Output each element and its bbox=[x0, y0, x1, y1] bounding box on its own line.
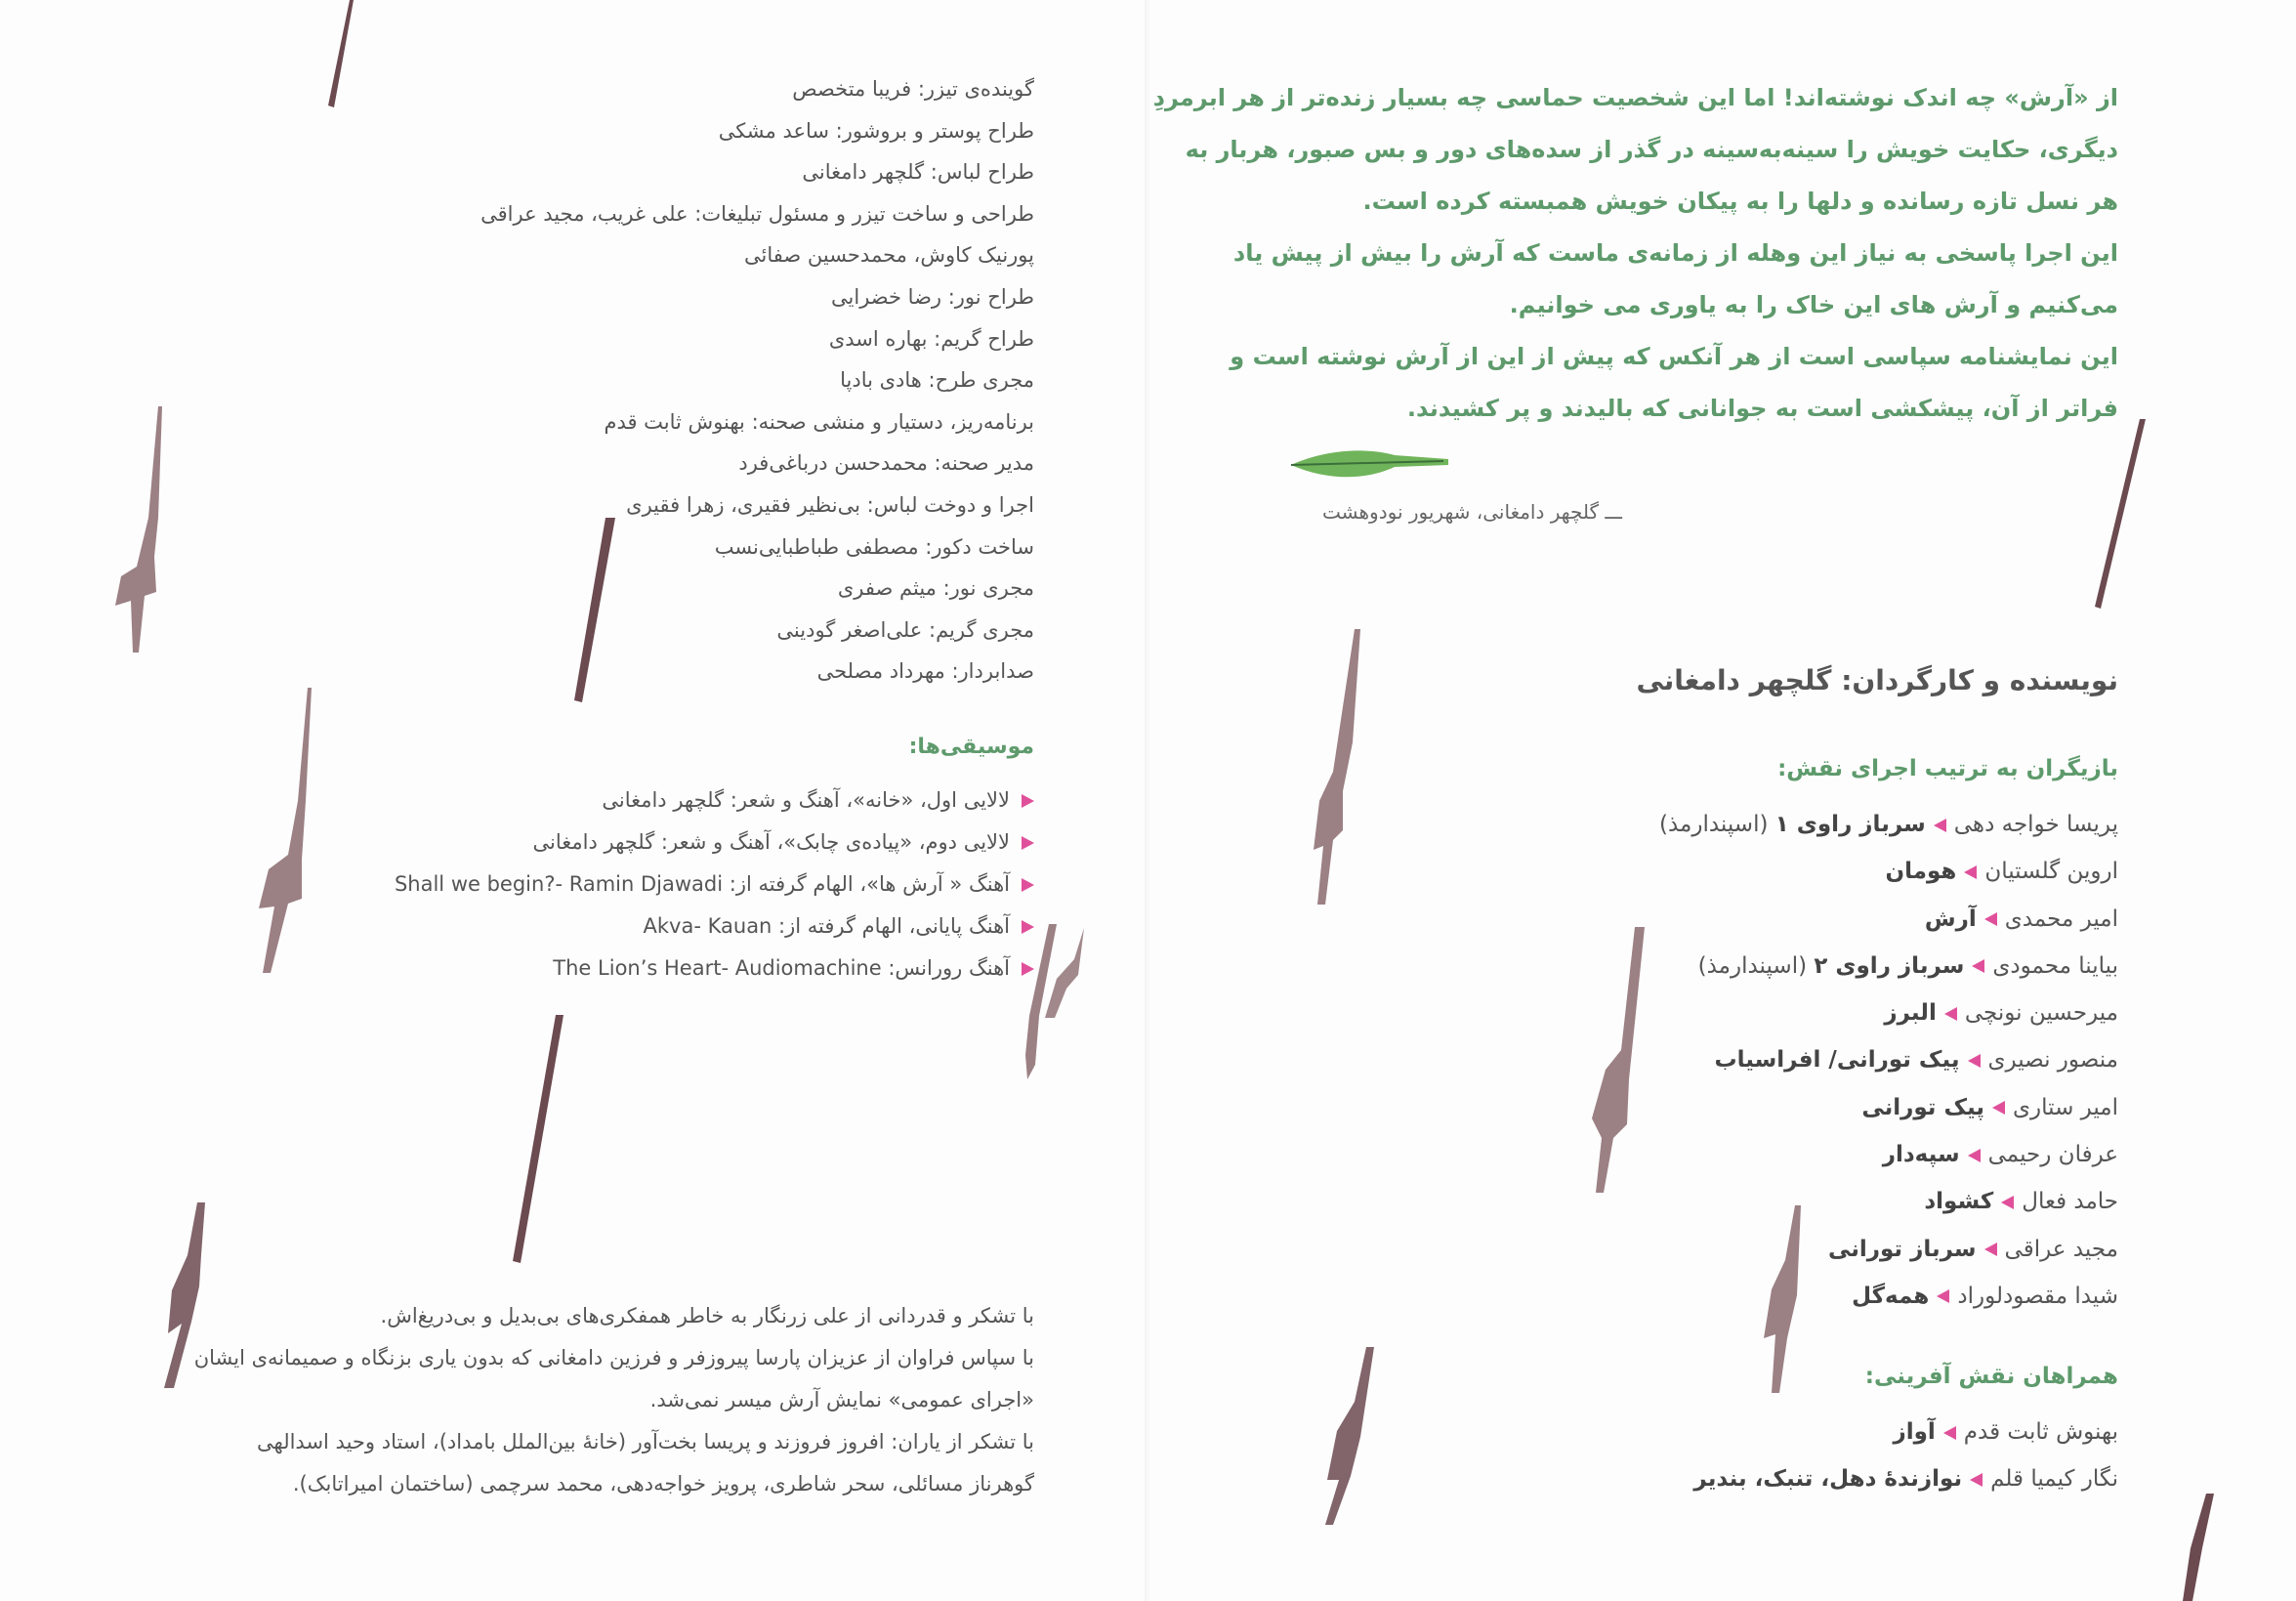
page-gutter bbox=[1145, 0, 1150, 1601]
arrow-bullet-icon bbox=[1022, 794, 1034, 808]
intro-line: این نمایشنامه سپاسی است از هر آنکس که پیش از این از آرش نوشته است و bbox=[1230, 343, 2118, 370]
arrow-bullet-icon bbox=[1022, 836, 1034, 850]
credit-line: طراح نور: رضا خضرایی bbox=[831, 284, 1034, 309]
cast-list bbox=[1659, 801, 2118, 1320]
director-credit: نویسنده و کارگردان: گلچهر دامغانی bbox=[1636, 664, 2118, 696]
arrow-bullet-icon bbox=[1022, 878, 1034, 892]
arrow-bullet-icon bbox=[1968, 1054, 1981, 1068]
credit-line: گوینده‌ی تیزر: فریبا متخصص bbox=[792, 77, 1034, 101]
credit-line: پورنیک کاوش، محمدحسین صفائی bbox=[744, 243, 1034, 268]
arrow-bullet-icon bbox=[1944, 1007, 1957, 1021]
acknowledgements bbox=[194, 1295, 1034, 1505]
spear-icon bbox=[88, 400, 176, 654]
arrow-bullet-icon bbox=[1968, 1149, 1981, 1162]
cast-row: امیر محمدیآرش bbox=[1924, 906, 2118, 932]
thanks-line: با سپاس فراوان از عزیزان پارسا پیروزفر و فرزین دامغانی که بدون یاری بزنگاه و صمیمانه‌ی ایشان bbox=[193, 1346, 1034, 1369]
spear-icon bbox=[1294, 625, 1362, 908]
credit-line: ساخت دکور: مصطفی طباطبایی‌نسب bbox=[714, 534, 1034, 559]
music-item: آهنگ رورانس: The Lion’s Heart- Audiomachine bbox=[395, 948, 1034, 990]
arrow-bullet-icon bbox=[1937, 1289, 1949, 1303]
companion-row: بهنوش ثابت قدمآواز bbox=[1893, 1419, 2118, 1445]
companions-heading: همراهان نقش آفرینی: bbox=[1864, 1364, 2118, 1389]
credit-line: مجری طرح: هادی بادپا bbox=[840, 368, 1034, 393]
spear-icon bbox=[2085, 415, 2153, 611]
music-item: آهنگ « آرش ها»، الهام گرفته از: Shall we begin?- Ramin Djawadi bbox=[395, 864, 1034, 906]
thanks-line: با تشکر و قدردانی از علی زرنگار به خاطر همفکری‌های بی‌بدیل و بی‌دریغ‌اش. bbox=[380, 1304, 1034, 1327]
credit-line: مدیر صحنه: محمدحسن درباغی‌فرد bbox=[738, 451, 1034, 476]
credit-line: اجرا و دوخت لباس: بی‌نظیر فقیری، زهرا فقیری bbox=[626, 492, 1034, 517]
author-signature: ـــ گلچهر دامغانی، شهریور نودوهشت bbox=[1322, 500, 1622, 524]
music-heading: موسیقی‌ها: bbox=[908, 735, 1034, 759]
thanks-line: «اجرای عمومی» نمایش آرش میسر نمی‌شد. bbox=[649, 1388, 1034, 1411]
music-item: لالایی دوم، «پیاده‌ی چابک»، آهنگ و شعر: گلچهر دامغانی bbox=[395, 822, 1034, 864]
cast-heading: بازیگران به ترتیب اجرای نقش: bbox=[1777, 756, 2118, 781]
arrow-bullet-icon bbox=[1972, 959, 1984, 973]
cast-row: حامد فعالکشواد bbox=[1924, 1189, 2118, 1215]
cast-row: عرفان رحیمیسپه‌دار bbox=[1882, 1142, 2118, 1168]
arrow-bullet-icon bbox=[1964, 865, 1977, 879]
spear-icon bbox=[1563, 923, 1650, 1197]
companion-row: نگار کیمیا قلمنوازندهٔ دهل، تنبک، بندیر bbox=[1693, 1466, 2118, 1492]
production-credits bbox=[480, 68, 1034, 693]
cast-row: منصور نصیریپیک تورانی/ افراسیاب bbox=[1714, 1047, 2118, 1074]
arrow-bullet-icon bbox=[1970, 1473, 1983, 1487]
intro-line: فراتر از آن، پیشکشی است به جوانانی که بالیدند و پر کشیدند. bbox=[1406, 395, 2118, 422]
arrow-bullet-icon bbox=[2001, 1196, 2014, 1209]
thanks-line: با تشکر از یاران: افروز فروزند و پریسا بخت‌آور (خانهٔ بین‌الملل بامداد)، استاد وحید اسدالهی bbox=[257, 1430, 1034, 1454]
intro-line: این اجرا پاسخی به نیاز این وهله از زمانه‌ی ماست که آرش را بیش از پیش یاد bbox=[1232, 239, 2118, 267]
leaf-arrowhead-icon bbox=[1287, 442, 1453, 490]
cast-row: اروین گلستیانهومان bbox=[1885, 859, 2118, 885]
spear-icon bbox=[311, 0, 369, 117]
intro-line: دیگری، حکایت خویش را سینه‌به‌سینه در گذر از سده‌های دور و بس صبور، هربار به bbox=[1185, 136, 2118, 163]
cast-row: امیر ستاریپیک تورانی bbox=[1861, 1094, 2118, 1120]
music-item: آهنگ پایانی، الهام گرفته از: Akva- Kauan bbox=[395, 906, 1034, 948]
cast-row: میرحسین نونچیالبرز bbox=[1884, 1000, 2118, 1027]
credit-line: طراح گریم: بهاره اسدی bbox=[828, 326, 1034, 351]
intro-line: هر نسل تازه رسانده و دلها را به پیکان خویش همبسته کرده است. bbox=[1362, 188, 2118, 215]
spear-icon bbox=[2163, 1490, 2222, 1601]
companions-list bbox=[1693, 1409, 2118, 1502]
credit-line: طراح لباس: گلچهر دامغانی bbox=[802, 160, 1034, 185]
arrow-bullet-icon bbox=[1984, 1243, 1997, 1256]
arrow-bullet-icon bbox=[1992, 1101, 2005, 1115]
credit-line: صدابردار: مهرداد مصلحی bbox=[816, 659, 1034, 684]
cast-row: بیاینا محمودیسرباز راوی ۲ (اسپندارمذ) bbox=[1697, 952, 2118, 979]
arrow-bullet-icon bbox=[1934, 819, 1946, 832]
arrow-bullet-icon bbox=[1984, 912, 1997, 926]
credit-line: برنامه‌ریز، دستیار و منشی صحنه: بهنوش ثابت قدم bbox=[604, 409, 1034, 434]
cast-row: مجید عراقیسرباز تورانی bbox=[1827, 1236, 2118, 1262]
credit-line: مجری نور: میثم صفری bbox=[837, 576, 1034, 601]
credit-line: طراحی و ساخت تیزر و مسئول تبلیغات: علی غریب، مجید عراقی bbox=[480, 201, 1034, 226]
arrow-bullet-icon bbox=[1022, 962, 1034, 976]
credit-line: مجری گریم: علی‌اصغر گودینی bbox=[776, 617, 1034, 642]
spear-icon bbox=[503, 1011, 571, 1265]
intro-paragraph bbox=[1152, 72, 2118, 435]
cast-row: شیدا مقصودلورادهمه‌گل bbox=[1852, 1283, 2118, 1309]
arrow-bullet-icon bbox=[1022, 920, 1034, 934]
music-list bbox=[395, 779, 1034, 990]
music-item: لالایی اول، «خانه»، آهنگ و شعر: گلچهر دامغانی bbox=[395, 779, 1034, 822]
spear-icon bbox=[1304, 1343, 1382, 1529]
spear-icon bbox=[220, 684, 317, 977]
credit-line: طراح پوستر و بروشور: ساعد مشکی bbox=[718, 118, 1034, 143]
intro-line: می‌کنیم و آرش های این خاک را به یاوری می خوانیم. bbox=[1509, 291, 2118, 318]
thanks-line: گوهرناز مسائلی، سحر شاطری، پرویز خواجه‌دهی، محمد سرچمی (ساختمان امیراتابک). bbox=[292, 1472, 1034, 1496]
cast-row: پریسا خواجه دهیسرباز راوی ۱ (اسپندارمذ) bbox=[1658, 812, 2118, 837]
intro-line: از «آرش» چه اندک نوشته‌اند! اما این شخصیت حماسی چه بسیار زنده‌تر از هر ابرمردِ bbox=[1152, 84, 2118, 111]
arrow-bullet-icon bbox=[1943, 1426, 1956, 1440]
